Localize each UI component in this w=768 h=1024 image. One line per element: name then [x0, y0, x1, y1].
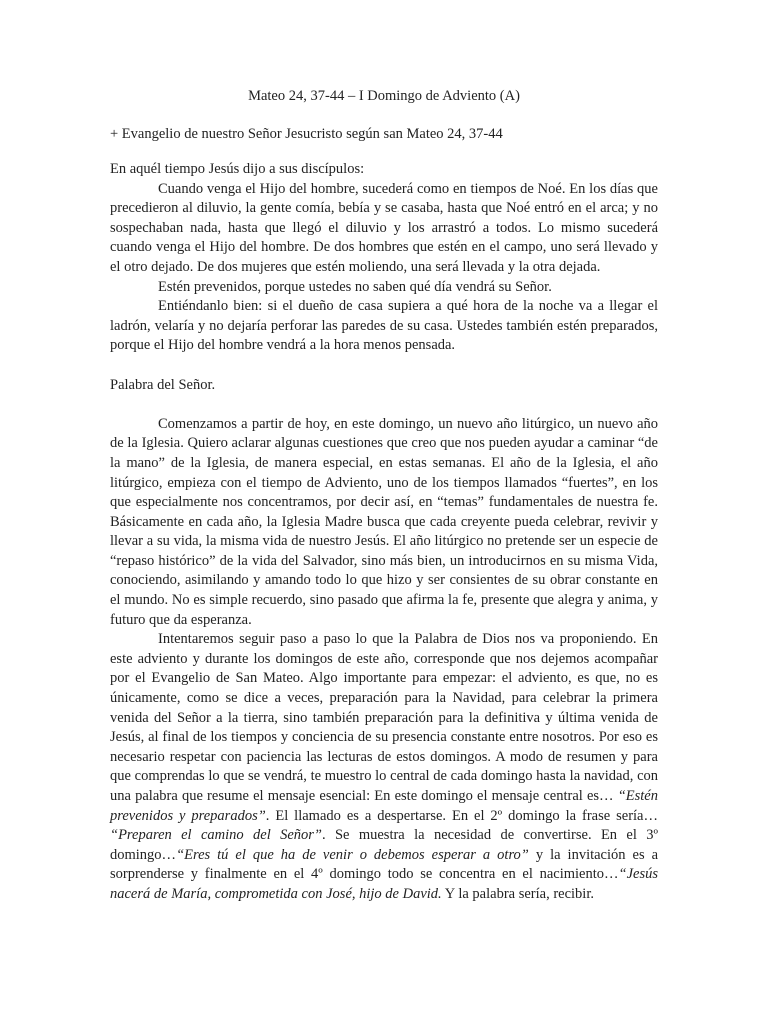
page-title: Mateo 24, 37-44 – I Domingo de Adviento (A) — [248, 88, 520, 104]
reading-paragraph-1: Cuando venga el Hijo del hombre, sucederá como en tiempos de Noé. En los días que precedieron al diluvio, la gente comía, bebía y se casaba, hasta que Noé entró en el arca; y no sospechaban nada, hasta que llegó el diluvio y los arrastró a todos. Lo mismo sucederá cuando venga el Hijo del hombre. De dos hombres que estén en el campo, uno será llevado y el otro dejado. De dos mujeres que estén moliendo, una será llevada y la otra dejada. — [110, 180, 658, 275]
reading-closing: Palabra del Señor. — [110, 376, 216, 393]
homily-text: Y la palabra sería, recibir. — [441, 885, 594, 902]
reading-paragraph-3: Entiéndanlo bien: si el dueño de casa supiera a qué hora de la noche va a llegar el ladrón, velaría y no dejaría perforar las paredes de su casa. Ustedes también estén preparados, porque el Hijo del hombre vendrá a la hora menos pensada. — [110, 298, 658, 354]
spacer — [110, 356, 658, 376]
reading-intro: En aquél tiempo Jesús dijo a sus discípulos: — [110, 161, 365, 177]
homily-paragraph-2 — [110, 630, 658, 904]
quote-fourth-sunday: “Jesús nacerá de María, comprometida con José, hijo de David. — [110, 866, 658, 902]
spacer — [110, 395, 658, 415]
quote-first-sunday: “Estén prevenidos y preparados” — [110, 788, 658, 824]
homily-text: Intentaremos seguir paso a paso lo que la Palabra de Dios nos va proponiendo. En este adviento y durante los domingos de este año, corresponde que nos dejemos acompañar por el Evangelio de San Mateo. Algo importante para empezar: el adviento, es que, no es únicamente, como se dice a veces, preparación para la Navidad, para celebrar la primera venida del Señor a la tierra, sino también preparación para la definitiva y última venida de Jesús, al final de los tiempos y conciencia de su presencia constante entre nosotros. Por eso es necesario respetar con paciencia las lecturas de estos domingos. A modo de resumen y para que comprendas lo que se vendrá, te muestro lo central de cada domingo hasta la navidad, con una palabra que resume el mensaje esencial: En este domingo el mensaje central es… — [110, 631, 658, 804]
homily-paragraph-1: Comenzamos a partir de hoy, en este domingo, un nuevo año litúrgico, un nuevo año de la Iglesia. Quiero aclarar algunas cuestiones que creo que nos pueden ayudar a caminar “de la mano” de la Iglesia, de manera especial, en estas semanas. El año de la Iglesia, el año litúrgico, empieza con el tiempo de Adviento, uno de los tiempos llamados “fuertes”, en los que especialmente nos concentramos, por decir así, en “temas” fundamentales de nuestra fe. Básicamente en cada año, la Iglesia Madre busca que cada creyente pueda celebrar, revivir y llevar a su vida, la misma vida de nuestro Jesús. El año litúrgico no pretende ser un especie de “repaso histórico” de la vida del Salvador, sino más bien, un introducirnos en su misma Vida, conociendo, asimilando y amando todo lo que hizo y ser consientes de su obrar constante en el mundo. No es simple recuerdo, sino pasado que afirma la fe, presente que alegra y anima, y futuro que da esperanza. — [110, 415, 658, 628]
homily-text: . El llamado es a despertarse. En el 2º domingo la frase sería… — [265, 807, 658, 824]
quote-third-sunday: “Eres tú el que ha de venir o debemos esperar a otro” — [176, 846, 529, 863]
quote-second-sunday: “Preparen el camino del Señor” — [110, 827, 322, 844]
homily-text: . Se muestra la necesidad de convertirse. En el 3º domingo… — [110, 827, 658, 863]
document-body — [110, 160, 658, 905]
reading-paragraph-2: Estén prevenidos, porque ustedes no saben qué día vendrá su Señor. — [158, 278, 552, 295]
homily-text: y la invitación es a sorprenderse y finalmente en el 4º domingo todo se concentra en el nacimiento… — [110, 846, 659, 883]
gospel-heading: + Evangelio de nuestro Señor Jesucristo según san Mateo 24, 37-44 — [110, 126, 503, 142]
